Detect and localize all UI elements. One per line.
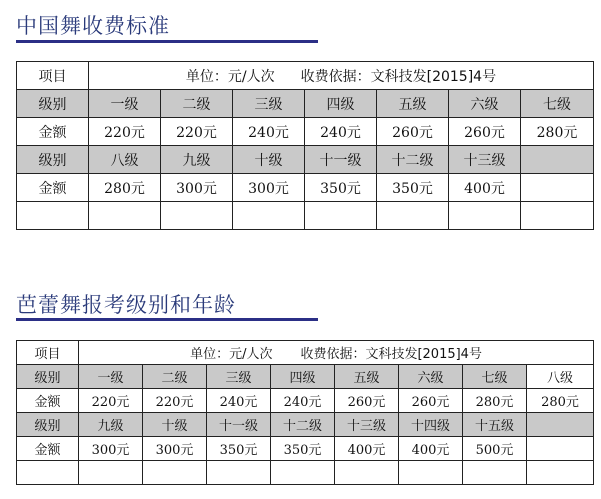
- amount-cell: 300元: [233, 174, 305, 202]
- amount-label-cell: 金额: [17, 437, 79, 461]
- empty-cell: [17, 202, 89, 230]
- level-cell: 十一级: [305, 146, 377, 174]
- level-cell: [521, 146, 594, 174]
- level-cell: 十一级: [207, 413, 271, 437]
- empty-row: [17, 461, 594, 485]
- level-cell: 三级: [207, 365, 271, 389]
- empty-cell: [463, 461, 527, 485]
- empty-cell: [233, 202, 305, 230]
- level-cell: 十二级: [271, 413, 335, 437]
- amount-row: [17, 118, 594, 146]
- amount-cell: 280元: [463, 389, 527, 413]
- level-cell: 十四级: [399, 413, 463, 437]
- amount-cell: [527, 437, 594, 461]
- empty-cell: [305, 202, 377, 230]
- level-label-cell: 级别: [17, 146, 89, 174]
- item-label-cell: 项目: [17, 62, 89, 90]
- empty-cell: [17, 461, 79, 485]
- empty-cell: [79, 461, 143, 485]
- amount-cell: 260元: [377, 118, 449, 146]
- level-label-cell: 级别: [17, 90, 89, 118]
- level-cell: 十三级: [449, 146, 521, 174]
- amount-cell: 350元: [305, 174, 377, 202]
- empty-cell: [377, 202, 449, 230]
- section2-title: 芭蕾舞报考级别和年龄: [16, 293, 236, 317]
- level-cell: 六级: [399, 365, 463, 389]
- amount-cell: 400元: [449, 174, 521, 202]
- fee-info-cell: [79, 341, 594, 365]
- level-cell: 二级: [161, 90, 233, 118]
- amount-cell: 220元: [89, 118, 161, 146]
- empty-cell: [449, 202, 521, 230]
- level-cell: 一级: [89, 90, 161, 118]
- basis-text: 收费依据：文科技发[2015]4号: [300, 68, 497, 85]
- unit-text: 单位：元/人次: [190, 347, 273, 362]
- level-cell: 六级: [449, 90, 521, 118]
- amount-cell: 350元: [207, 437, 271, 461]
- level-cell: 八级: [89, 146, 161, 174]
- ballet-fee-table: [16, 340, 594, 485]
- level-cell: 三级: [233, 90, 305, 118]
- level-cell: 九级: [79, 413, 143, 437]
- amount-cell: 240元: [233, 118, 305, 146]
- level-cell: 五级: [377, 90, 449, 118]
- amount-cell: 260元: [449, 118, 521, 146]
- level-cell: 七级: [521, 90, 594, 118]
- amount-cell: 260元: [399, 389, 463, 413]
- item-label-cell: 项目: [17, 341, 79, 365]
- chinese-dance-fee-table: [16, 61, 594, 230]
- level-cell: 十级: [233, 146, 305, 174]
- level-row: [17, 365, 594, 389]
- amount-cell: 400元: [335, 437, 399, 461]
- amount-row: [17, 389, 594, 413]
- amount-cell: 400元: [399, 437, 463, 461]
- empty-cell: [207, 461, 271, 485]
- level-cell: 十五级: [463, 413, 527, 437]
- amount-cell: 240元: [305, 118, 377, 146]
- level-cell: 九级: [161, 146, 233, 174]
- amount-cell: 280元: [89, 174, 161, 202]
- empty-cell: [527, 461, 594, 485]
- unit-text: 单位：元/人次: [185, 68, 275, 85]
- empty-cell: [271, 461, 335, 485]
- section1-title-underline: [16, 40, 318, 43]
- level-cell: 十三级: [335, 413, 399, 437]
- amount-label-cell: 金额: [17, 118, 89, 146]
- amount-cell: 350元: [377, 174, 449, 202]
- amount-cell: 240元: [207, 389, 271, 413]
- table-header-row: [17, 62, 594, 90]
- amount-cell: 260元: [335, 389, 399, 413]
- empty-cell: [161, 202, 233, 230]
- fee-info-cell: [89, 62, 594, 90]
- amount-label-cell: 金额: [17, 174, 89, 202]
- amount-cell: 220元: [143, 389, 207, 413]
- empty-cell: [399, 461, 463, 485]
- level-cell: [527, 413, 594, 437]
- level-label-cell: 级别: [17, 413, 79, 437]
- amount-cell: 300元: [79, 437, 143, 461]
- empty-cell: [143, 461, 207, 485]
- empty-row: [17, 202, 594, 230]
- level-row: [17, 90, 594, 118]
- level-cell: 四级: [305, 90, 377, 118]
- section1-title: 中国舞收费标准: [16, 14, 170, 38]
- level-cell: 四级: [271, 365, 335, 389]
- table-header-row: [17, 341, 594, 365]
- amount-cell: 500元: [463, 437, 527, 461]
- amount-cell: 220元: [161, 118, 233, 146]
- level-cell: 五级: [335, 365, 399, 389]
- level-label-cell: 级别: [17, 365, 79, 389]
- amount-cell: 220元: [79, 389, 143, 413]
- amount-cell: 280元: [527, 389, 594, 413]
- level-cell: 七级: [463, 365, 527, 389]
- empty-cell: [521, 202, 594, 230]
- amount-cell: [521, 174, 594, 202]
- amount-cell: 240元: [271, 389, 335, 413]
- level-row: [17, 146, 594, 174]
- level-row: [17, 413, 594, 437]
- level-cell: 十二级: [377, 146, 449, 174]
- empty-cell: [335, 461, 399, 485]
- empty-cell: [89, 202, 161, 230]
- amount-label-cell: 金额: [17, 389, 79, 413]
- amount-cell: 300元: [143, 437, 207, 461]
- level-cell: 十级: [143, 413, 207, 437]
- section2-title-underline: [16, 318, 318, 321]
- amount-cell: 350元: [271, 437, 335, 461]
- amount-row: [17, 437, 594, 461]
- basis-text: 收费依据：文科技发[2015]4号: [300, 347, 482, 362]
- level-cell: 八级: [527, 365, 594, 389]
- amount-cell: 300元: [161, 174, 233, 202]
- amount-cell: 280元: [521, 118, 594, 146]
- level-cell: 一级: [79, 365, 143, 389]
- amount-row: [17, 174, 594, 202]
- level-cell: 二级: [143, 365, 207, 389]
